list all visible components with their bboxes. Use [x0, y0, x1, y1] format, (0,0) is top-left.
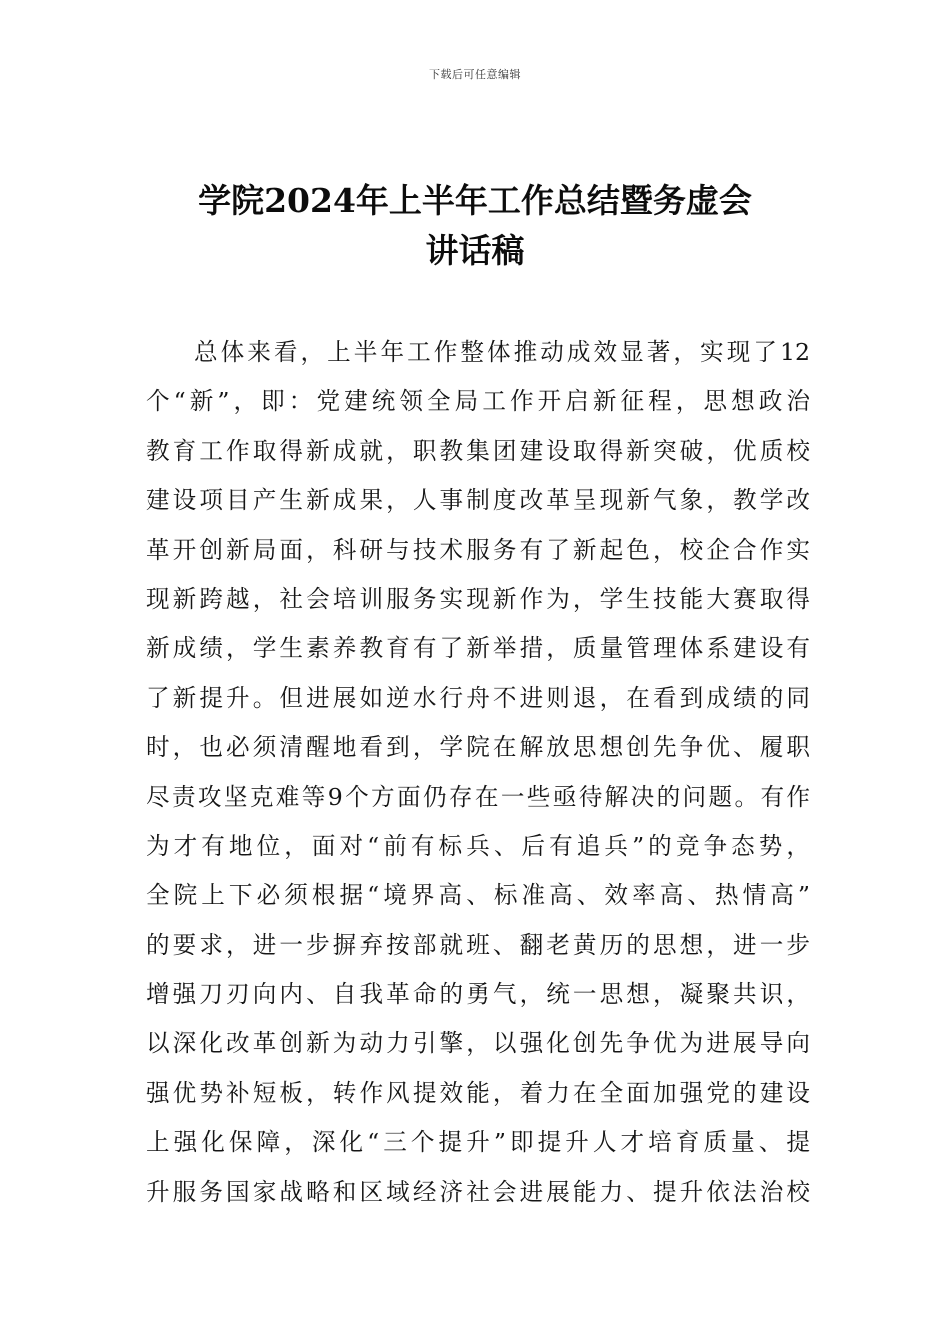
paragraph-line: 总体来看，上半年工作整体推动成效显著，实现了12 [194, 338, 810, 366]
paragraph-line: 以深化改革创新为动力引擎，以强化创先争优为进展导向 [146, 1029, 810, 1058]
title-line: 讲话稿 [425, 231, 525, 270]
paragraph-line: 的要求，进一步摒弃按部就班、翻老黄历的思想，进一步 [146, 930, 810, 959]
body-paragraph [146, 328, 810, 1217]
paragraph-line: 现新跨越，社会培训服务实现新作为，学生技能大赛取得 [146, 584, 810, 613]
paragraph-line: 了新提升。但进展如逆水行舟不进则退，在看到成绩的同 [146, 683, 810, 712]
paragraph-line: 时，也必须清醒地看到，学院在解放思想创先争优、履职 [146, 733, 810, 762]
paragraph-line: 上强化保障，深化“三个提升”即提升人才培育质量、提 [146, 1128, 810, 1157]
paragraph-line: 强优势补短板，转作风提效能，着力在全面加强党的建设 [146, 1078, 810, 1107]
paragraph-line: 建设项目产生新成果，人事制度改革呈现新气象，教学改 [146, 486, 810, 515]
document-title [0, 176, 950, 276]
paragraph-line: 全院上下必须根据“境界高、标准高、效率高、热情高” [146, 881, 810, 910]
paragraph-line: 升服务国家战略和区域经济社会进展能力、提升依法治校 [146, 1177, 810, 1206]
paragraph-line: 革开创新局面，科研与技术服务有了新起色，校企合作实 [146, 535, 810, 564]
paragraph-line: 教育工作取得新成就，职教集团建设取得新突破，优质校 [146, 436, 810, 465]
paragraph-line: 尽责攻坚克难等9个方面仍存在一些亟待解决的问题。有作 [146, 782, 810, 811]
paragraph-line: 增强刀刃向内、自我革命的勇气，统一思想，凝聚共识， [146, 980, 810, 1009]
paragraph-line: 新成绩，学生素养教育有了新举措，质量管理体系建设有 [146, 634, 810, 663]
title-line: 学院2024年上半年工作总结暨务虚会 [198, 181, 752, 220]
header-note: 下载后可任意编辑 [429, 68, 521, 81]
paragraph-line: 个“新”，即：党建统领全局工作开启新征程，思想政治 [146, 387, 810, 416]
paragraph-line: 为才有地位，面对“前有标兵、后有追兵”的竞争态势， [146, 831, 810, 860]
